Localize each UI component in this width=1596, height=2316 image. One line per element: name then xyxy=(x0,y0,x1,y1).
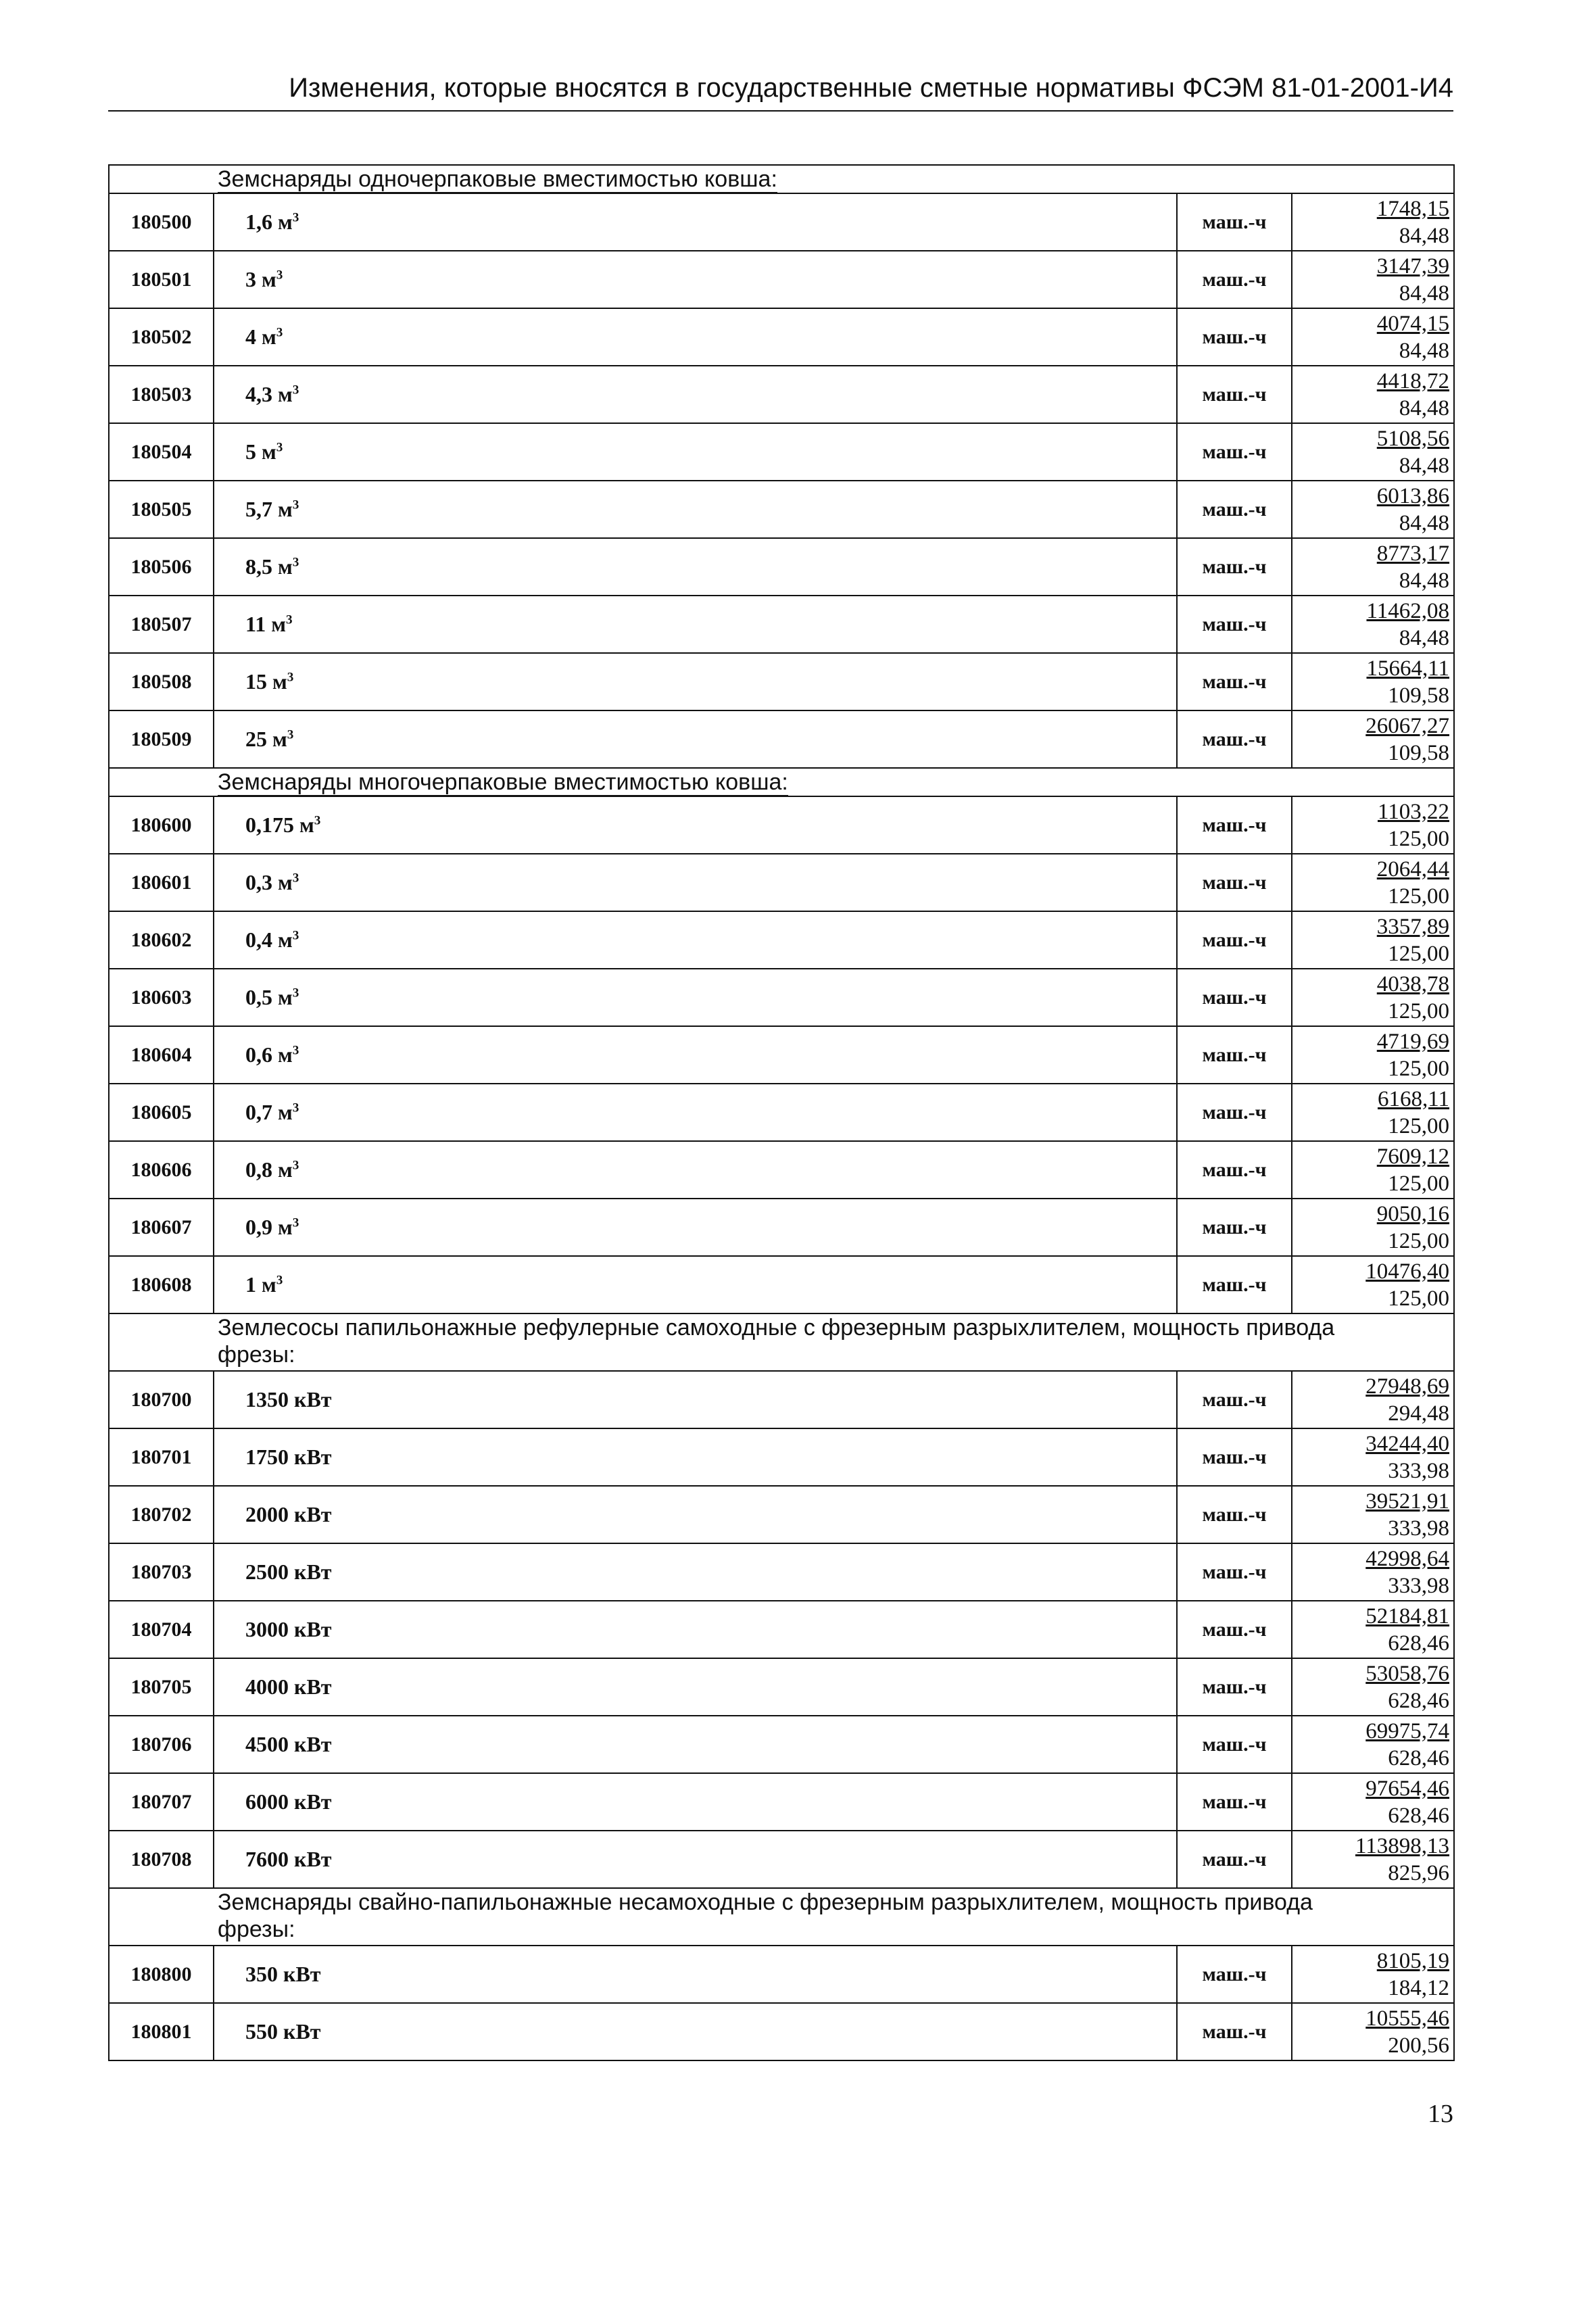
row-price: 39521,91 xyxy=(1365,1489,1450,1514)
row-name: 4 м xyxy=(245,324,276,349)
row-code: 180602 xyxy=(109,911,214,969)
row-name-cell xyxy=(214,1601,1177,1658)
table-row xyxy=(109,1831,1454,1888)
table-row xyxy=(109,1486,1454,1543)
row-price-cell xyxy=(1292,1199,1454,1256)
row-price-cell xyxy=(1292,1601,1454,1658)
row-salary: 125,00 xyxy=(1388,941,1450,966)
table-row xyxy=(109,2003,1454,2060)
section-title-line: Землесосы папильонажные рефулерные самоходные с фрезерным разрыхлителем, мощность привода xyxy=(218,1315,1335,1341)
row-name: 0,9 м xyxy=(245,1215,293,1239)
row-price: 6013,86 xyxy=(1376,483,1450,508)
table-row xyxy=(109,308,1454,366)
row-name: 550 кВт xyxy=(245,2019,321,2044)
section-header-row xyxy=(109,768,1454,796)
table-row xyxy=(109,538,1454,596)
row-salary: 628,46 xyxy=(1388,1631,1450,1656)
section-header-row xyxy=(109,165,1454,193)
row-price: 97654,46 xyxy=(1365,1776,1450,1801)
row-salary: 628,46 xyxy=(1388,1803,1450,1828)
row-salary: 333,98 xyxy=(1388,1516,1450,1541)
row-name: 0,5 м xyxy=(245,985,293,1009)
row-code: 180600 xyxy=(109,796,214,854)
row-unit: маш.-ч xyxy=(1177,423,1292,481)
row-name: 0,4 м xyxy=(245,927,293,952)
row-price: 10555,46 xyxy=(1365,2006,1450,2031)
row-unit: маш.-ч xyxy=(1177,710,1292,768)
row-name-cell xyxy=(214,710,1177,768)
row-name-cell xyxy=(214,1371,1177,1428)
row-unit: маш.-ч xyxy=(1177,538,1292,596)
row-name-cell xyxy=(214,1141,1177,1199)
table-row xyxy=(109,1371,1454,1428)
row-name: 4,3 м xyxy=(245,382,293,406)
table-row xyxy=(109,1026,1454,1084)
row-salary: 109,58 xyxy=(1388,740,1450,765)
row-name: 3000 кВт xyxy=(245,1617,332,1641)
row-price: 9050,16 xyxy=(1376,1201,1450,1226)
row-name-cell xyxy=(214,481,1177,538)
row-name-superscript: 3 xyxy=(292,1043,299,1058)
row-salary: 125,00 xyxy=(1388,884,1450,909)
row-price-cell xyxy=(1292,1658,1454,1716)
row-price-cell xyxy=(1292,969,1454,1026)
row-unit: маш.-ч xyxy=(1177,596,1292,653)
row-price-cell xyxy=(1292,1946,1454,2003)
row-code: 180701 xyxy=(109,1428,214,1486)
table-row xyxy=(109,911,1454,969)
row-name: 1 м xyxy=(245,1272,276,1297)
row-name: 0,7 м xyxy=(245,1100,293,1124)
row-name: 1350 кВт xyxy=(245,1387,332,1412)
row-price: 4418,72 xyxy=(1376,368,1450,393)
table-row xyxy=(109,366,1454,423)
table-row xyxy=(109,854,1454,911)
row-name: 0,8 м xyxy=(245,1157,293,1182)
row-name-cell xyxy=(214,1658,1177,1716)
row-unit: маш.-ч xyxy=(1177,1084,1292,1141)
row-salary: 84,48 xyxy=(1399,338,1450,363)
row-name-cell xyxy=(214,911,1177,969)
row-name-superscript: 3 xyxy=(292,871,299,886)
row-unit: маш.-ч xyxy=(1177,1716,1292,1773)
row-price: 34244,40 xyxy=(1365,1431,1450,1456)
row-name-superscript: 3 xyxy=(292,928,299,943)
table-row xyxy=(109,596,1454,653)
row-code: 180708 xyxy=(109,1831,214,1888)
row-code: 180500 xyxy=(109,193,214,251)
row-unit: маш.-ч xyxy=(1177,1428,1292,1486)
row-name: 1,6 м xyxy=(245,210,293,234)
row-salary: 125,00 xyxy=(1388,1286,1450,1311)
row-name-superscript: 3 xyxy=(292,383,299,397)
row-unit: маш.-ч xyxy=(1177,653,1292,710)
row-code: 180608 xyxy=(109,1256,214,1313)
row-code: 180502 xyxy=(109,308,214,366)
table-row xyxy=(109,1084,1454,1141)
row-price-cell xyxy=(1292,1716,1454,1773)
row-price-cell xyxy=(1292,1026,1454,1084)
row-name: 5,7 м xyxy=(245,497,293,521)
row-price-cell xyxy=(1292,1773,1454,1831)
row-code: 180601 xyxy=(109,854,214,911)
row-price-cell xyxy=(1292,251,1454,308)
row-price: 113898,13 xyxy=(1355,1833,1450,1858)
row-salary: 125,00 xyxy=(1388,1113,1450,1138)
table-row xyxy=(109,1199,1454,1256)
table-row xyxy=(109,1601,1454,1658)
row-code: 180509 xyxy=(109,710,214,768)
row-code: 180605 xyxy=(109,1084,214,1141)
row-price: 7609,12 xyxy=(1376,1144,1450,1169)
row-price: 3147,39 xyxy=(1376,254,1450,279)
row-name-superscript: 3 xyxy=(287,727,294,742)
row-price: 15664,11 xyxy=(1366,656,1450,681)
row-code: 180603 xyxy=(109,969,214,1026)
row-name-cell xyxy=(214,1256,1177,1313)
row-unit: маш.-ч xyxy=(1177,308,1292,366)
row-name: 2000 кВт xyxy=(245,1502,332,1526)
row-salary: 84,48 xyxy=(1399,281,1450,306)
row-salary: 333,98 xyxy=(1388,1573,1450,1598)
section-title-line: Земснаряды свайно-папильонажные несамоходные с фрезерным разрыхлителем, мощность привода xyxy=(218,1889,1313,1915)
row-unit: маш.-ч xyxy=(1177,1601,1292,1658)
row-name-superscript: 3 xyxy=(292,498,299,512)
page-header-title: Изменения, которые вносятся в государственные сметные нормативы ФСЭМ 81-01-2001-И4 xyxy=(289,73,1453,103)
table-row xyxy=(109,1773,1454,1831)
row-price-cell xyxy=(1292,1084,1454,1141)
row-price-cell xyxy=(1292,1543,1454,1601)
row-name-cell xyxy=(214,251,1177,308)
row-salary: 200,56 xyxy=(1388,2033,1450,2058)
row-name-cell xyxy=(214,2003,1177,2060)
row-salary: 333,98 xyxy=(1388,1458,1450,1483)
row-name-cell xyxy=(214,308,1177,366)
row-code: 180702 xyxy=(109,1486,214,1543)
row-price-cell xyxy=(1292,854,1454,911)
row-price-cell xyxy=(1292,1141,1454,1199)
row-name: 8,5 м xyxy=(245,554,293,579)
row-code: 180704 xyxy=(109,1601,214,1658)
row-name: 0,175 м xyxy=(245,813,314,837)
row-name-cell xyxy=(214,366,1177,423)
row-price: 4074,15 xyxy=(1376,311,1450,336)
row-name: 2500 кВт xyxy=(245,1560,332,1584)
row-price-cell xyxy=(1292,2003,1454,2060)
table-row xyxy=(109,653,1454,710)
row-name-cell xyxy=(214,1773,1177,1831)
row-code: 180501 xyxy=(109,251,214,308)
row-price: 26067,27 xyxy=(1365,713,1450,738)
row-salary: 184,12 xyxy=(1388,1975,1450,2000)
section-title-line: фрезы: xyxy=(218,1916,295,1942)
row-price-cell xyxy=(1292,1428,1454,1486)
row-price-cell xyxy=(1292,596,1454,653)
row-name-superscript: 3 xyxy=(276,440,283,455)
row-name-cell xyxy=(214,1543,1177,1601)
row-unit: маш.-ч xyxy=(1177,251,1292,308)
row-code: 180800 xyxy=(109,1946,214,2003)
row-price-cell xyxy=(1292,710,1454,768)
row-unit: маш.-ч xyxy=(1177,1486,1292,1543)
row-price-cell xyxy=(1292,193,1454,251)
row-code: 180706 xyxy=(109,1716,214,1773)
row-name-cell xyxy=(214,969,1177,1026)
row-unit: маш.-ч xyxy=(1177,193,1292,251)
row-code: 180606 xyxy=(109,1141,214,1199)
section-header-row xyxy=(109,1888,1454,1946)
row-price: 27948,69 xyxy=(1365,1374,1450,1399)
row-name-superscript: 3 xyxy=(287,670,294,685)
row-code: 180607 xyxy=(109,1199,214,1256)
section-title-cell xyxy=(109,1313,1454,1371)
row-name: 1750 кВт xyxy=(245,1445,332,1469)
row-name-cell xyxy=(214,1428,1177,1486)
row-salary: 84,48 xyxy=(1399,510,1450,535)
row-unit: маш.-ч xyxy=(1177,1543,1292,1601)
row-name-superscript: 3 xyxy=(292,1158,299,1173)
row-price-cell xyxy=(1292,1256,1454,1313)
row-name-superscript: 3 xyxy=(292,986,299,1000)
row-salary: 294,48 xyxy=(1388,1401,1450,1426)
row-name-superscript: 3 xyxy=(292,555,299,570)
row-name-cell xyxy=(214,596,1177,653)
row-salary: 84,48 xyxy=(1399,395,1450,420)
row-price-cell xyxy=(1292,1486,1454,1543)
row-name: 4500 кВт xyxy=(245,1732,332,1756)
row-salary: 109,58 xyxy=(1388,683,1450,708)
page-number: 13 xyxy=(1428,2100,1453,2128)
section-title-line: фрезы: xyxy=(218,1342,295,1368)
row-code: 180508 xyxy=(109,653,214,710)
row-unit: маш.-ч xyxy=(1177,1199,1292,1256)
row-price: 1748,15 xyxy=(1376,196,1450,221)
table-row xyxy=(109,251,1454,308)
row-name-superscript: 3 xyxy=(276,1273,283,1288)
row-unit: маш.-ч xyxy=(1177,911,1292,969)
row-name: 11 м xyxy=(245,612,287,636)
table-row xyxy=(109,193,1454,251)
row-price: 6168,11 xyxy=(1377,1086,1450,1111)
row-code: 180504 xyxy=(109,423,214,481)
row-price: 4038,78 xyxy=(1376,971,1450,996)
row-salary: 125,00 xyxy=(1388,1228,1450,1253)
row-name: 4000 кВт xyxy=(245,1674,332,1699)
table-row xyxy=(109,710,1454,768)
row-name-cell xyxy=(214,1831,1177,1888)
row-code: 180505 xyxy=(109,481,214,538)
row-salary: 84,48 xyxy=(1399,223,1450,248)
row-unit: маш.-ч xyxy=(1177,1946,1292,2003)
table-row xyxy=(109,1658,1454,1716)
row-salary: 125,00 xyxy=(1388,826,1450,851)
row-unit: маш.-ч xyxy=(1177,1773,1292,1831)
section-title: Земснаряды многочерпаковые вместимостью ковша: xyxy=(218,769,788,795)
rates-table xyxy=(108,164,1455,2061)
row-code: 180604 xyxy=(109,1026,214,1084)
row-price: 2064,44 xyxy=(1376,857,1450,882)
row-unit: маш.-ч xyxy=(1177,854,1292,911)
row-name-superscript: 3 xyxy=(292,210,299,225)
section-title-cell xyxy=(109,165,1454,193)
row-name-cell xyxy=(214,1486,1177,1543)
row-price-cell xyxy=(1292,423,1454,481)
row-name: 0,3 м xyxy=(245,870,293,894)
row-name: 6000 кВт xyxy=(245,1789,332,1814)
row-name: 15 м xyxy=(245,669,287,694)
row-salary: 125,00 xyxy=(1388,1056,1450,1081)
row-unit: маш.-ч xyxy=(1177,969,1292,1026)
row-salary: 125,00 xyxy=(1388,1171,1450,1196)
row-price-cell xyxy=(1292,1831,1454,1888)
row-name-cell xyxy=(214,1199,1177,1256)
row-price-cell xyxy=(1292,1371,1454,1428)
row-price-cell xyxy=(1292,653,1454,710)
section-title-cell xyxy=(109,1888,1454,1946)
row-unit: маш.-ч xyxy=(1177,1658,1292,1716)
row-salary: 628,46 xyxy=(1388,1745,1450,1770)
row-price-cell xyxy=(1292,481,1454,538)
table-row xyxy=(109,1256,1454,1313)
row-name-cell xyxy=(214,1946,1177,2003)
row-name-cell xyxy=(214,1716,1177,1773)
row-code: 180503 xyxy=(109,366,214,423)
row-price: 42998,64 xyxy=(1365,1546,1450,1571)
section-header-row xyxy=(109,1313,1454,1371)
row-salary: 825,96 xyxy=(1388,1860,1450,1885)
row-price: 53058,76 xyxy=(1365,1661,1450,1686)
row-name: 5 м xyxy=(245,439,276,464)
row-unit: маш.-ч xyxy=(1177,796,1292,854)
row-name-cell xyxy=(214,1026,1177,1084)
row-price-cell xyxy=(1292,308,1454,366)
row-price: 5108,56 xyxy=(1376,426,1450,451)
row-price: 52184,81 xyxy=(1365,1603,1450,1629)
row-price-cell xyxy=(1292,911,1454,969)
row-price-cell xyxy=(1292,538,1454,596)
row-salary: 84,48 xyxy=(1399,625,1450,650)
row-unit: маш.-ч xyxy=(1177,2003,1292,2060)
row-salary: 84,48 xyxy=(1399,453,1450,478)
row-name-superscript: 3 xyxy=(276,325,283,340)
row-unit: маш.-ч xyxy=(1177,1026,1292,1084)
row-name-superscript: 3 xyxy=(314,813,321,828)
row-price: 8105,19 xyxy=(1376,1948,1450,1973)
row-price: 11462,08 xyxy=(1366,598,1450,623)
row-salary: 125,00 xyxy=(1388,998,1450,1023)
row-code: 180707 xyxy=(109,1773,214,1831)
row-name-cell xyxy=(214,796,1177,854)
row-unit: маш.-ч xyxy=(1177,1831,1292,1888)
table-row xyxy=(109,969,1454,1026)
row-price: 69975,74 xyxy=(1365,1718,1450,1743)
table-row xyxy=(109,481,1454,538)
row-name: 3 м xyxy=(245,267,276,291)
section-title-cell xyxy=(109,768,1454,796)
row-code: 180507 xyxy=(109,596,214,653)
row-price: 3357,89 xyxy=(1376,914,1450,939)
table-row xyxy=(109,1946,1454,2003)
row-code: 180801 xyxy=(109,2003,214,2060)
row-unit: маш.-ч xyxy=(1177,1141,1292,1199)
row-code: 180705 xyxy=(109,1658,214,1716)
row-code: 180506 xyxy=(109,538,214,596)
row-name-superscript: 3 xyxy=(276,268,283,283)
table-row xyxy=(109,796,1454,854)
row-salary: 628,46 xyxy=(1388,1688,1450,1713)
row-code: 180700 xyxy=(109,1371,214,1428)
row-name: 7600 кВт xyxy=(245,1847,332,1871)
table-row xyxy=(109,423,1454,481)
row-name: 350 кВт xyxy=(245,1962,321,1986)
row-name-superscript: 3 xyxy=(292,1101,299,1115)
section-title: Земснаряды одночерпаковые вместимостью ковша: xyxy=(218,166,777,192)
row-price: 8773,17 xyxy=(1376,541,1450,566)
row-salary: 84,48 xyxy=(1399,568,1450,593)
row-name-cell xyxy=(214,1084,1177,1141)
row-name: 0,6 м xyxy=(245,1042,293,1067)
row-unit: маш.-ч xyxy=(1177,366,1292,423)
row-price: 1103,22 xyxy=(1377,799,1450,824)
row-name: 25 м xyxy=(245,727,287,751)
row-unit: маш.-ч xyxy=(1177,1256,1292,1313)
row-name-cell xyxy=(214,854,1177,911)
row-name-superscript: 3 xyxy=(292,1215,299,1230)
row-unit: маш.-ч xyxy=(1177,1371,1292,1428)
row-name-cell xyxy=(214,538,1177,596)
table-row xyxy=(109,1428,1454,1486)
row-price-cell xyxy=(1292,796,1454,854)
row-name-cell xyxy=(214,653,1177,710)
row-name-superscript: 3 xyxy=(286,612,293,627)
row-name-cell xyxy=(214,193,1177,251)
row-name-cell xyxy=(214,423,1177,481)
row-code: 180703 xyxy=(109,1543,214,1601)
row-price-cell xyxy=(1292,366,1454,423)
header-rule xyxy=(108,110,1453,112)
table-row xyxy=(109,1543,1454,1601)
table-row xyxy=(109,1716,1454,1773)
table-row xyxy=(109,1141,1454,1199)
row-price: 4719,69 xyxy=(1376,1029,1450,1054)
row-unit: маш.-ч xyxy=(1177,481,1292,538)
row-price: 10476,40 xyxy=(1365,1259,1450,1284)
